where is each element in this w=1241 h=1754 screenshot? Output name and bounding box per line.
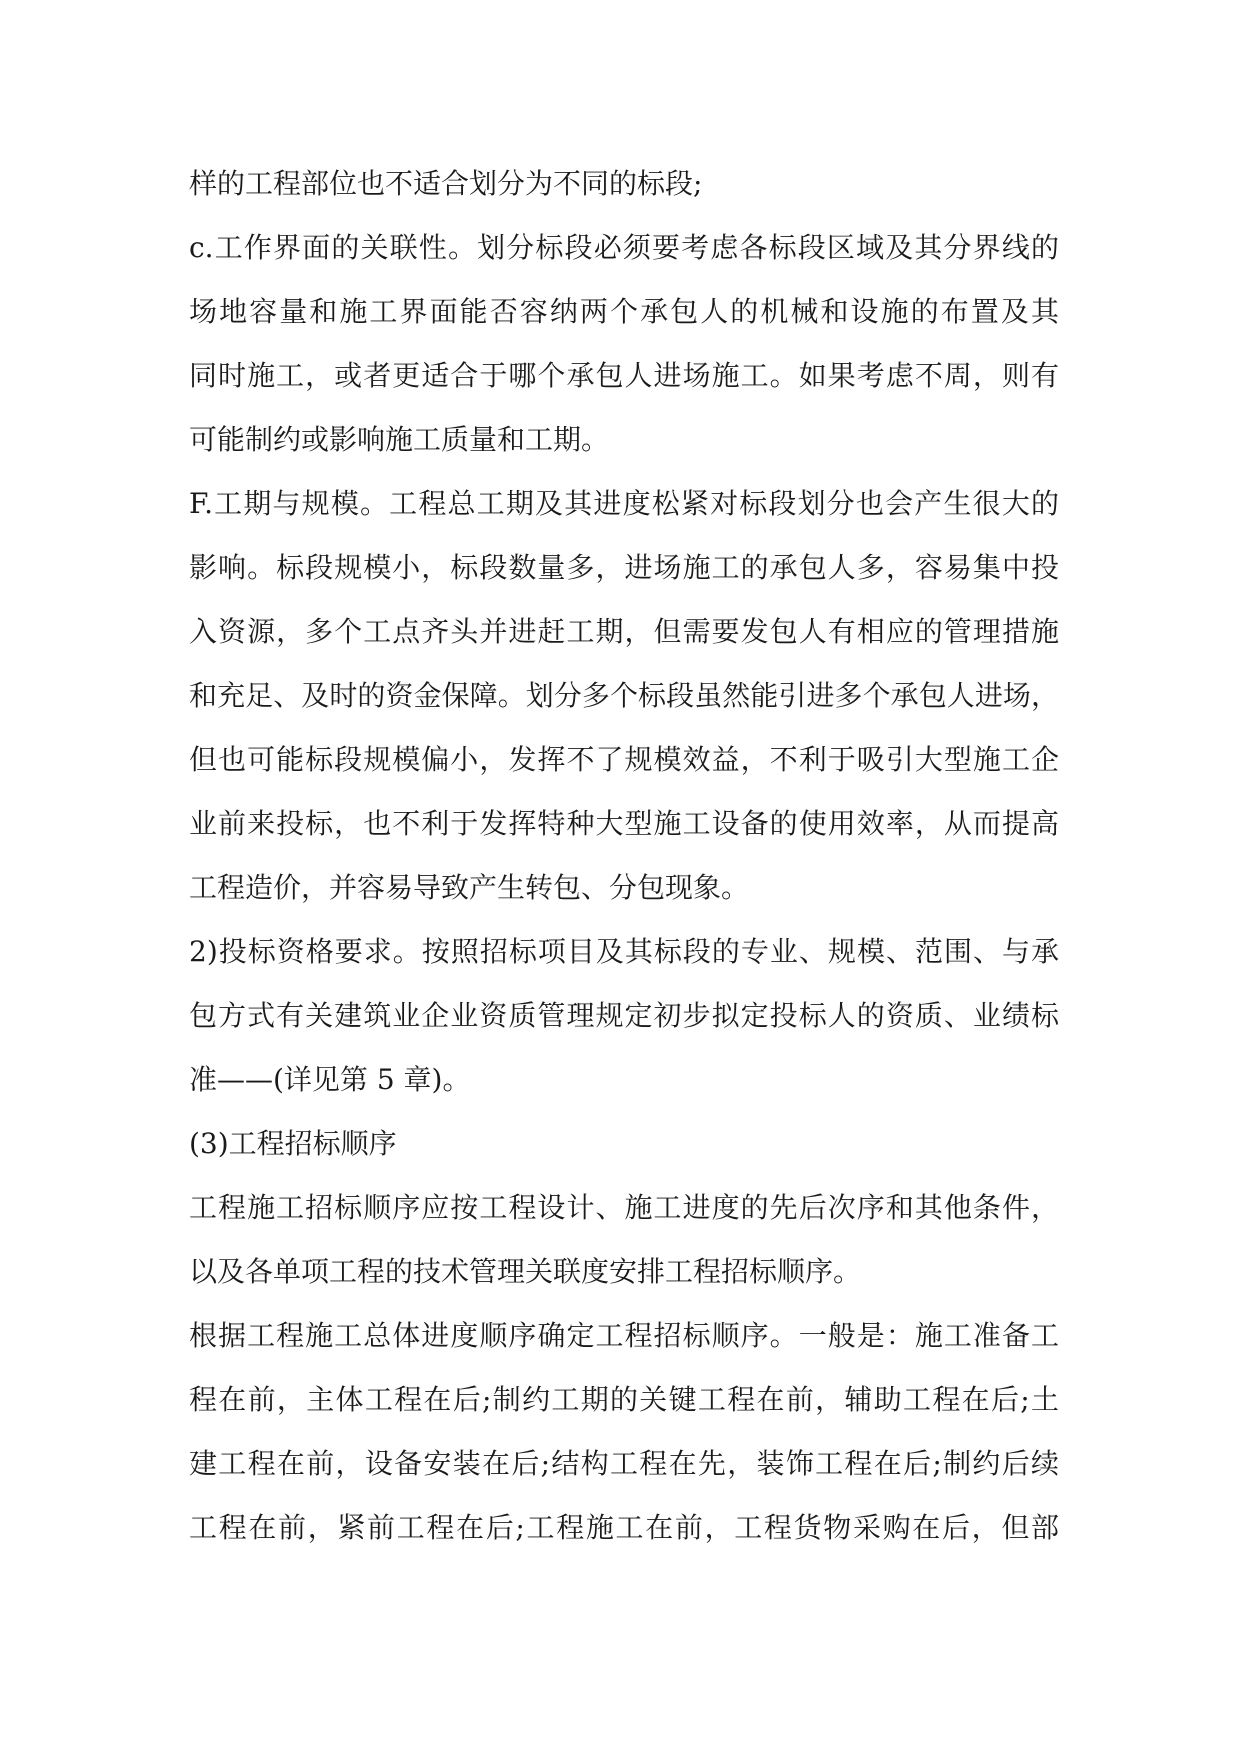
text-line: 场地容量和施工界面能否容纳两个承包人的机械和设施的布置及其 [189, 295, 1059, 328]
text-line: 但也可能标段规模偏小，发挥不了规模效益，不利于吸引大型施工企 [189, 743, 1059, 776]
text-line: 包方式有关建筑业企业资质管理规定初步拟定投标人的资质、业绩标 [189, 999, 1059, 1032]
text-line: 工程造价，并容易导致产生转包、分包现象。 [189, 871, 750, 904]
text-line: 以及各单项工程的技术管理关联度安排工程招标顺序。 [189, 1255, 862, 1288]
text-line: 准——(详见第 5 章)。 [189, 1063, 471, 1096]
section-heading: (3)工程招标顺序 [189, 1127, 397, 1160]
text-line: 和充足、及时的资金保障。划分多个标段虽然能引进多个承包人进场， [189, 679, 1059, 712]
text-line: 同时施工，或者更适合于哪个承包人进场施工。如果考虑不周，则有 [189, 359, 1059, 392]
text-line: 业前来投标，也不利于发挥特种大型施工设备的使用效率，从而提高 [189, 807, 1059, 840]
text-line: 工程施工招标顺序应按工程设计、施工进度的先后次序和其他条件， [189, 1191, 1059, 1224]
text-line: 可能制约或影响施工质量和工期。 [189, 423, 610, 456]
text-line: 入资源，多个工点齐头并进赶工期，但需要发包人有相应的管理措施 [189, 615, 1059, 648]
text-line: c.工作界面的关联性。划分标段必须要考虑各标段区域及其分界线的 [189, 231, 1059, 264]
text-line: 建工程在前，设备安装在后;结构工程在先，装饰工程在后;制约后续 [189, 1447, 1059, 1480]
text-line: 2)投标资格要求。按照招标项目及其标段的专业、规模、范围、与承 [189, 935, 1059, 968]
text-line: 根据工程施工总体进度顺序确定工程招标顺序。一般是：施工准备工 [189, 1319, 1059, 1352]
document-page [189, 0, 1059, 1754]
text-line: 程在前，主体工程在后;制约工期的关键工程在前，辅助工程在后;土 [189, 1383, 1059, 1416]
text-line: F.工期与规模。工程总工期及其进度松紧对标段划分也会产生很大的 [189, 487, 1059, 520]
text-line: 样的工程部位也不适合划分为不同的标段; [189, 167, 703, 200]
text-line: 工程在前，紧前工程在后;工程施工在前，工程货物采购在后，但部 [189, 1511, 1059, 1544]
text-line: 影响。标段规模小，标段数量多，进场施工的承包人多，容易集中投 [189, 551, 1059, 584]
